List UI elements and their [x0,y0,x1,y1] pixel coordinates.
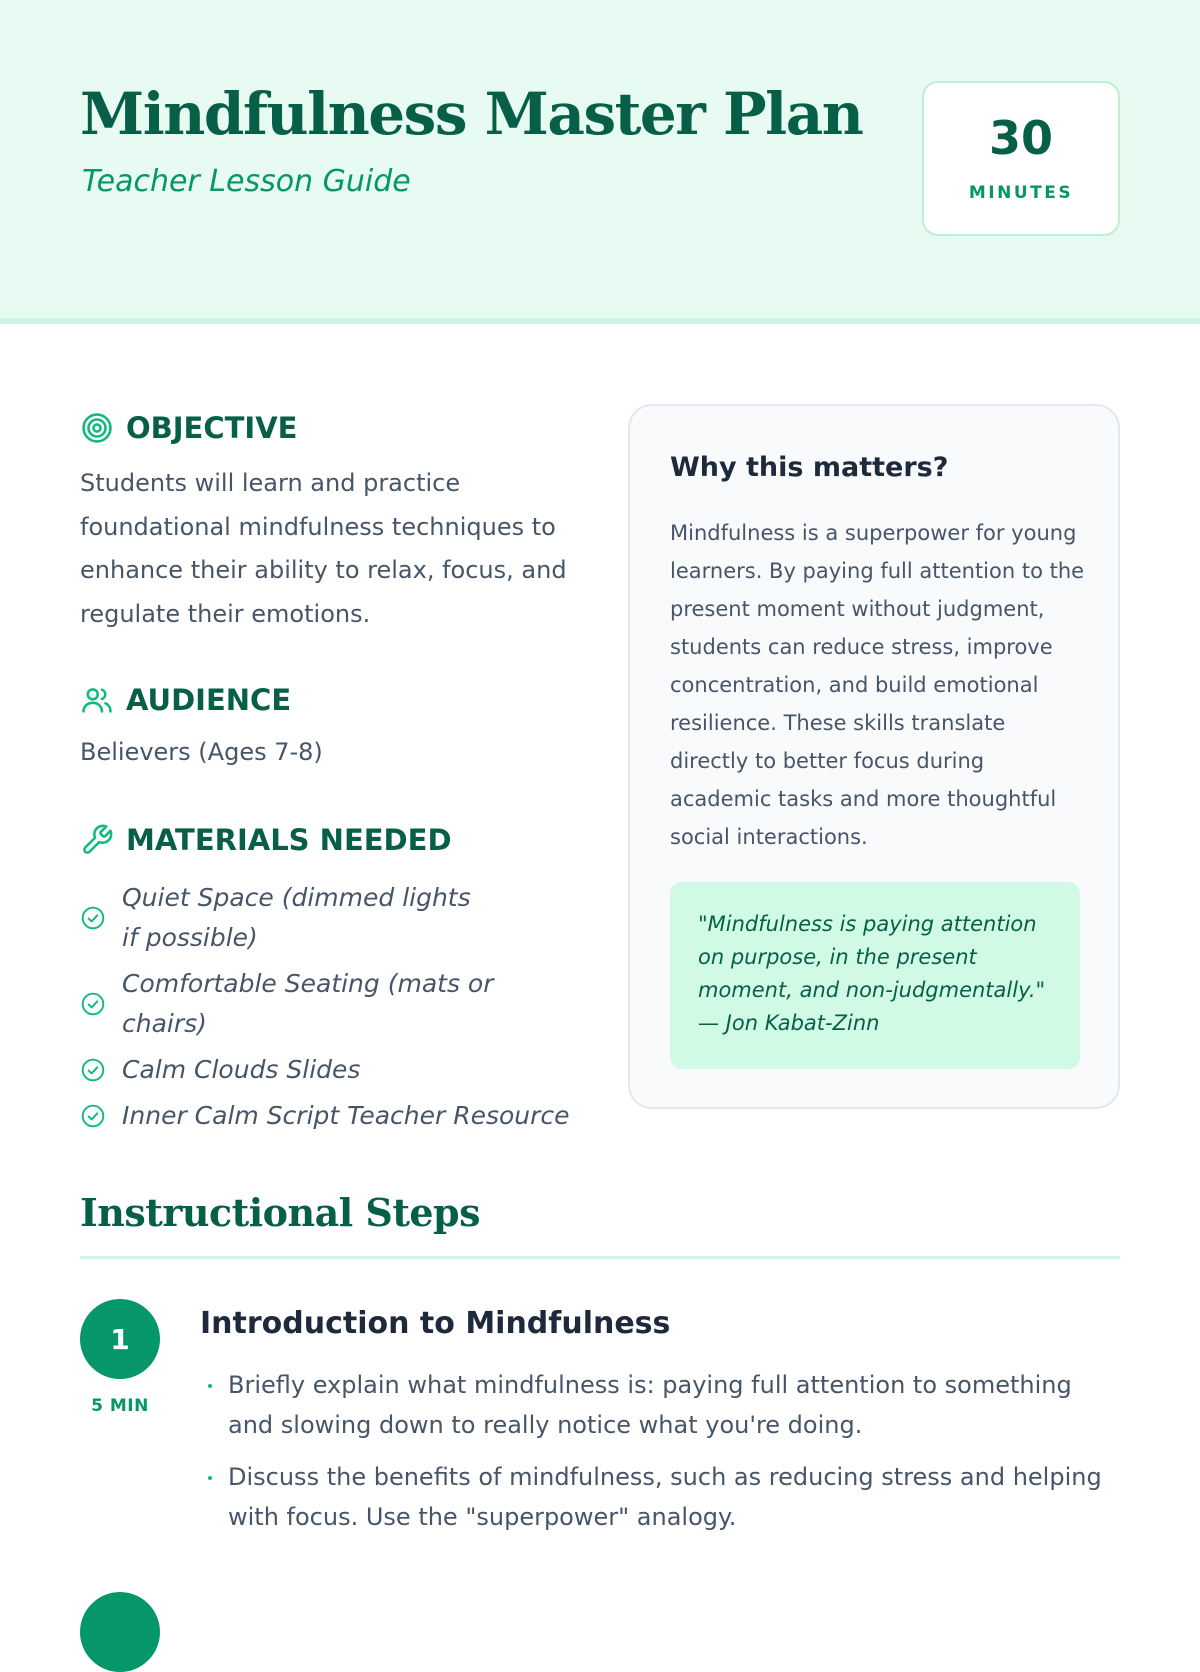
materials-item [80,878,580,958]
step-time: 5 MIN [91,1396,149,1416]
users-icon [80,683,114,717]
step-title: Introduction to Mindfulness [200,1306,671,1341]
step-points [206,1365,1120,1549]
duration-unit: MINUTES [968,183,1074,203]
materials-item-label: Inner Calm Script Teacher Resource [122,1101,570,1130]
materials-heading [80,820,452,860]
materials-item-label: Comfortable Seating (mats or chairs) [122,969,494,1038]
check-circle-icon [80,905,106,931]
materials-heading-label: MATERIALS NEEDED [126,823,452,857]
next-step-number [80,1592,160,1672]
materials-item-label: Calm Clouds Slides [122,1055,361,1084]
step-point: Briefly explain what mindfulness is: paying full attention to something and slowing down to really notice what you're doing. [206,1365,1120,1445]
objective-heading [80,408,297,448]
target-icon [80,411,114,445]
duration-badge [922,81,1120,236]
materials-list [80,878,580,1142]
materials-item [80,964,580,1044]
lesson-header [0,0,1200,324]
materials-item [80,1096,580,1136]
wrench-icon [80,823,114,857]
materials-item-label: Quiet Space (dimmed lights if possible) [122,883,471,952]
page-subtitle: Teacher Lesson Guide [82,164,411,199]
steps-divider [80,1256,1120,1259]
page-title: Mindfulness Master Plan [80,80,863,148]
step-point: Discuss the benefits of mindfulness, such as reducing stress and helping with focus. Use the "superpower" analogy. [206,1457,1120,1537]
quote-block: "Mindfulness is paying attention on purpose, in the present moment, and non-judgmentally." — Jon Kabat-Zinn [670,882,1080,1069]
check-circle-icon [80,991,106,1017]
steps-heading: Instructional Steps [80,1190,481,1235]
step-number: 1 [80,1299,160,1379]
materials-item [80,1050,580,1090]
audience-heading [80,680,291,720]
objective-heading-label: OBJECTIVE [126,411,298,445]
check-circle-icon [80,1103,106,1129]
audience-heading-label: AUDIENCE [126,683,292,717]
why-title: Why this matters? [670,452,949,483]
duration-value: 30 [988,111,1053,165]
why-text: Mindfulness is a superpower for young learners. By paying full attention to the present moment without judgment, students can reduce stress, improve concentration, and build emotional resilience. These skills translate directly to better focus during academic tasks and more thoughtful social interactions. [670,521,1085,849]
check-circle-icon [80,1057,106,1083]
why-card [628,404,1120,1109]
objective-text: Students will learn and practice foundational mindfulness techniques to enhance their ability to relax, focus, and regulate their emotions. [80,469,567,628]
audience-text: Believers (Ages 7-8) [80,738,323,766]
